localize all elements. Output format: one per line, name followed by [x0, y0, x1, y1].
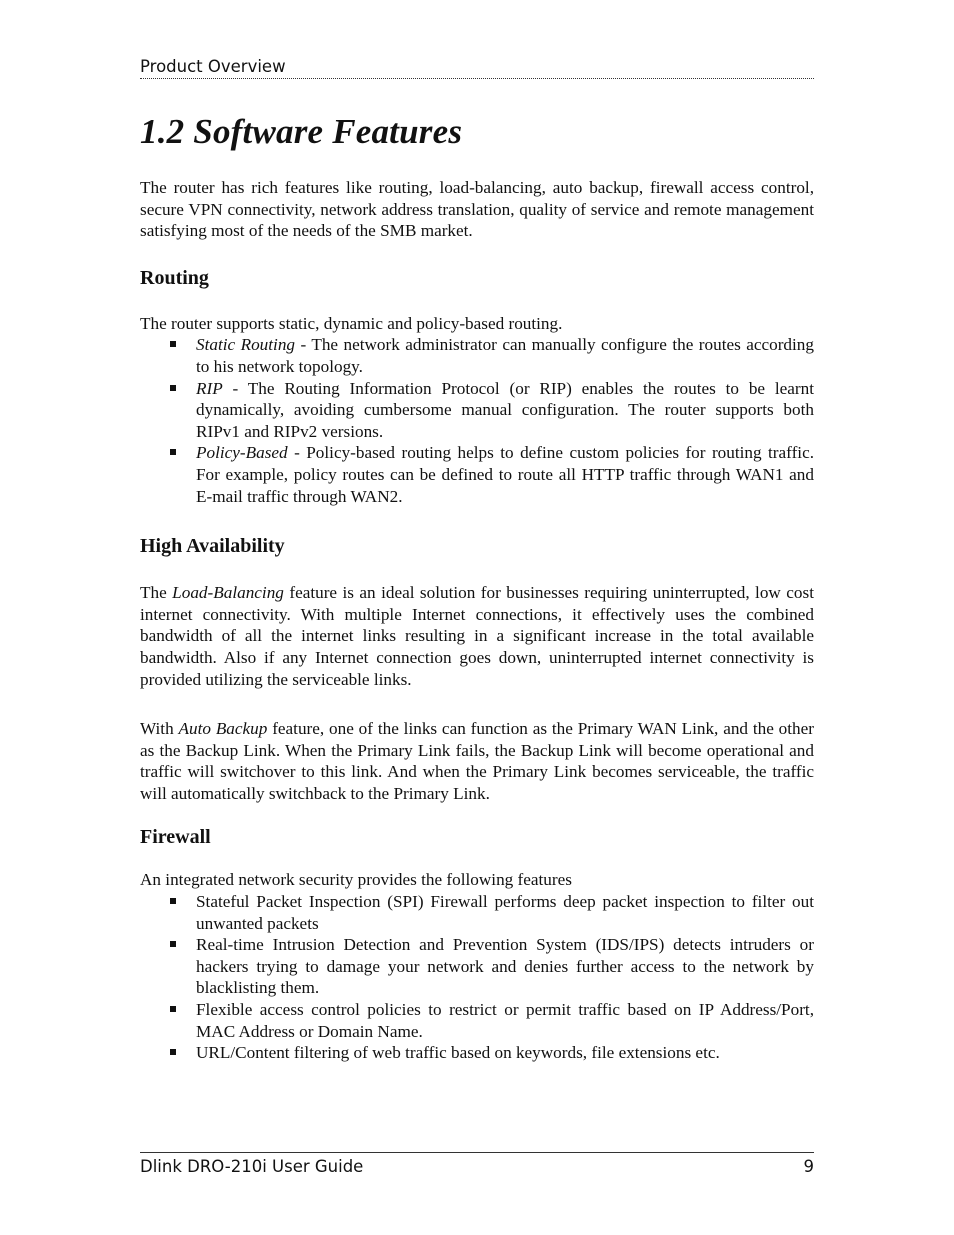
list-item	[140, 1042, 814, 1064]
running-header: Product Overview	[140, 57, 814, 79]
firewall-lead: An integrated network security provides the following features	[140, 870, 572, 890]
bullet-square-icon	[170, 341, 176, 347]
bullet-term: Static Routing	[196, 335, 296, 355]
bullet-text: URL/Content filtering of web traffic based on keywords, file extensions etc.	[196, 1043, 720, 1063]
bullet-text: Real-time Intrusion Detection and Prevention System (IDS/IPS) detects intruders or hackers trying to damage your network and denies further access to the network by blacklisting them.	[196, 935, 814, 998]
paragraph-text: With	[140, 719, 179, 739]
firewall-heading: Firewall	[140, 826, 211, 849]
bullet-text: - Policy-based routing helps to define custom policies for routing traffic. For example, policy routes can be defined to route all HTTP traffic through WAN1 and E-mail traffic through WAN2.	[196, 443, 814, 506]
bullet-square-icon	[170, 898, 176, 904]
load-balancing-paragraph	[140, 582, 814, 690]
list-item	[140, 442, 814, 507]
bullet-square-icon	[170, 449, 176, 455]
guide-title: Dlink DRO-210i User Guide	[140, 1157, 364, 1176]
list-item	[140, 378, 814, 443]
routing-lead: The router supports static, dynamic and policy-based routing.	[140, 313, 563, 333]
auto-backup-term: Auto Backup	[178, 719, 268, 739]
paragraph-text: feature is an ideal solution for businesses requiring uninterrupted, low cost internet connectivity. With multiple Internet connections, it effectively uses the combined bandwidth of all the internet links resulting in a significant increase in the total available bandwidth. Also if any Internet connection goes down, uninterrupted internet connectivity is provided utilizing the serviceable links.	[140, 583, 814, 689]
load-balancing-term: Load-Balancing	[172, 583, 284, 603]
bullet-square-icon	[170, 941, 176, 947]
bullet-text: Stateful Packet Inspection (SPI) Firewall performs deep packet inspection to filter out unwanted packets	[196, 892, 814, 933]
bullet-square-icon	[170, 1049, 176, 1055]
list-item	[140, 934, 814, 999]
bullet-text: Flexible access control policies to restrict or permit traffic based on IP Address/Port, MAC Address or Domain Name.	[196, 1000, 814, 1041]
chapter-title: 1.2 Software Features	[140, 112, 463, 151]
running-footer	[140, 1152, 814, 1177]
high-availability-heading: High Availability	[140, 535, 285, 558]
list-item	[140, 891, 814, 934]
paragraph-text: The	[140, 583, 173, 603]
page-number: 9	[803, 1157, 814, 1176]
firewall-list	[140, 891, 814, 1064]
bullet-square-icon	[170, 1006, 176, 1012]
bullet-text: - The network administrator can manually configure the routes according to his network topology.	[196, 335, 814, 376]
bullet-term: RIP	[196, 378, 223, 398]
bullet-square-icon	[170, 385, 176, 391]
bullet-text: - The Routing Information Protocol (or RIP) enables the routes to be learnt dynamically, avoiding cumbersome manual configuration. The router supports both RIPv1 and RIPv2 versions.	[196, 378, 814, 441]
auto-backup-paragraph	[140, 718, 814, 804]
page-content	[140, 110, 814, 1064]
list-item	[140, 334, 814, 377]
routing-list	[140, 334, 814, 507]
intro-paragraph: The router has rich features like routing, load-balancing, auto backup, firewall access control, secure VPN connectivity, network address translation, quality of service and remote management satisfying most of the needs of the SMB market.	[140, 178, 814, 241]
paragraph-text: feature, one of the links can function as the Primary WAN Link, and the other as the Backup Link. When the Primary Link fails, the Backup Link will become operational and traffic will switchover to this link. And when the Primary Link becomes serviceable, the traffic will automatically switchback to the Primary Link.	[140, 719, 814, 803]
bullet-term: Policy-Based	[196, 443, 288, 463]
routing-heading: Routing	[140, 266, 209, 289]
list-item	[140, 999, 814, 1042]
